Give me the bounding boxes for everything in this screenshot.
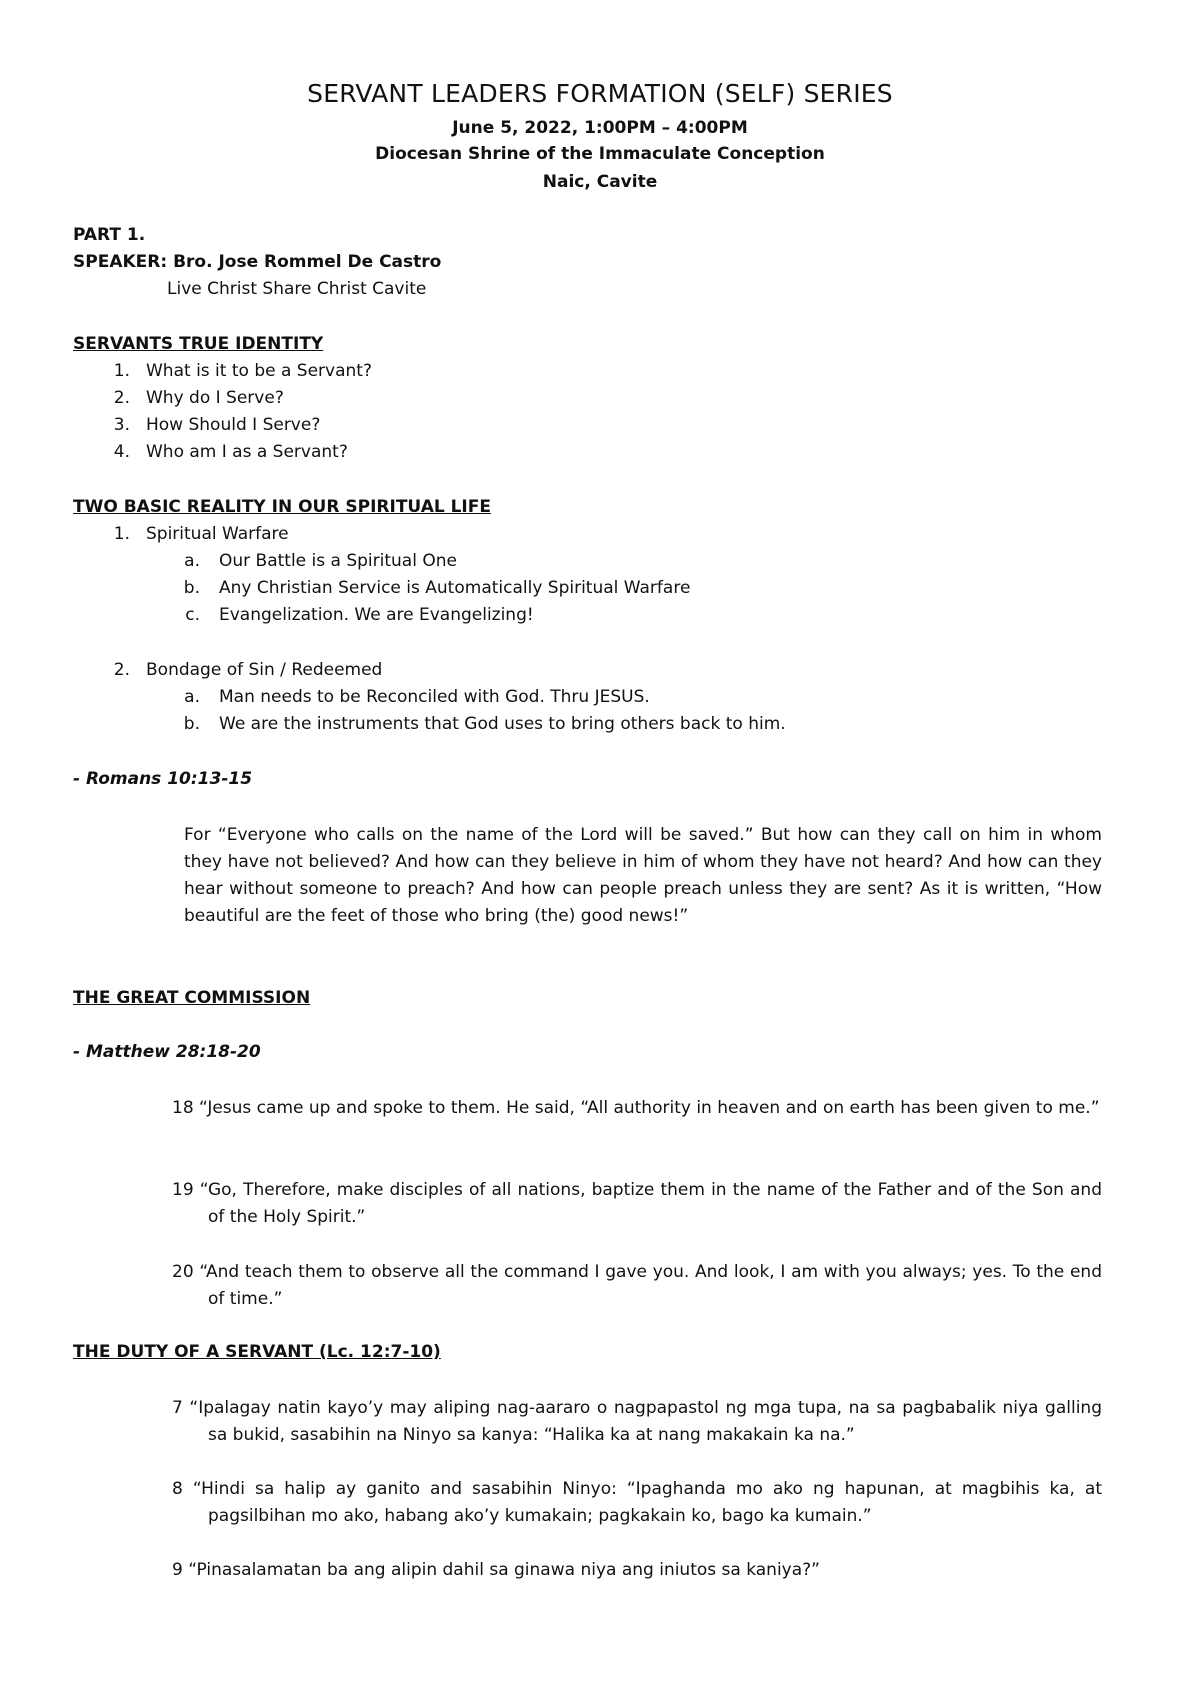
sublist-letter: a. <box>184 687 200 707</box>
verse: 18 “Jesus came up and spoke to them. He said, “All authority in heaven and on earth has been given to me.” <box>172 1098 1100 1118</box>
list-number: 1. <box>113 361 130 381</box>
list-number: 4. <box>113 442 130 462</box>
part-label: PART 1. <box>73 225 146 245</box>
verse: 19 “Go, Therefore, make disciples of all nations, baptize them in the name of the Father and of the Son and of the Holy Spirit.” <box>172 1180 1102 1227</box>
romans-passage: For “Everyone who calls on the name of the Lord will be saved.” But how can they call on him in whom they have not believed? And how can they believe in him of whom they have not heard? And how can they hear without someone to preach? And how can people preach unless they are sent? As it is written, “How beautiful are the feet of those who bring (the) good news!” <box>184 825 1102 926</box>
verse: 8 “Hindi sa halip ay ganito and sasabihin Ninyo: “Ipaghanda mo ako ng hapunan, at magbihis ka, at pagsilbihan mo ako, habang ako’y kumakain; pagkakain ko, bago ka kumain.” <box>172 1479 1102 1526</box>
sublist-item: Evangelization. We are Evangelizing! <box>219 605 534 625</box>
reality-heading: TWO BASIC REALITY IN OUR SPIRITUAL LIFE <box>73 497 491 517</box>
matthew-reference: - Matthew 28:18-20 <box>73 1042 261 1062</box>
sublist-item: We are the instruments that God uses to bring others back to him. <box>219 714 786 734</box>
verse: 20 “And teach them to observe all the command I gave you. And look, I am with you always; yes. To the end of time.” <box>172 1262 1102 1309</box>
sublist-item: Any Christian Service is Automatically Spiritual Warfare <box>219 578 691 598</box>
verse: 7 “Ipalagay natin kayo’y may aliping nag-aararo o nagpapastol ng mga tupa, na sa pagbabalik niya galling sa bukid, sasabihin na Ninyo sa kanya: “Halika ka at nang makakain ka na.” <box>172 1398 1102 1445</box>
romans-reference: - Romans 10:13-15 <box>73 769 253 789</box>
duty-heading: THE DUTY OF A SERVANT (Lc. 12:7-10) <box>73 1342 441 1362</box>
list-item: Bondage of Sin / Redeemed <box>146 660 383 680</box>
event-location: Naic, Cavite <box>542 172 658 192</box>
sublist-letter: a. <box>184 551 200 571</box>
list-number: 3. <box>113 415 130 435</box>
commission-heading: THE GREAT COMMISSION <box>73 988 311 1008</box>
sublist-item: Man needs to be Reconciled with God. Thru JESUS. <box>219 687 650 707</box>
list-number: 2. <box>113 388 130 408</box>
sublist-item: Our Battle is a Spiritual One <box>219 551 457 571</box>
list-item: How Should I Serve? <box>146 415 321 435</box>
list-item: Why do I Serve? <box>146 388 284 408</box>
list-item: Spiritual Warfare <box>146 524 289 544</box>
event-venue: Diocesan Shrine of the Immaculate Conception <box>375 144 825 164</box>
verse: 9 “Pinasalamatan ba ang alipin dahil sa ginawa niya ang iniutos sa kaniya?” <box>172 1560 820 1580</box>
list-item: Who am I as a Servant? <box>146 442 348 462</box>
sublist-letter: b. <box>183 578 200 598</box>
speaker-line: SPEAKER: Bro. Jose Rommel De Castro <box>73 252 442 272</box>
list-number: 2. <box>113 660 130 680</box>
speaker-organization: Live Christ Share Christ Cavite <box>167 279 427 299</box>
sublist-letter: c. <box>185 605 200 625</box>
list-item: What is it to be a Servant? <box>146 361 372 381</box>
document-title: SERVANT LEADERS FORMATION (SELF) SERIES <box>307 79 893 108</box>
identity-heading: SERVANTS TRUE IDENTITY <box>73 334 324 354</box>
list-number: 1. <box>113 524 130 544</box>
event-date: June 5, 2022, 1:00PM – 4:00PM <box>452 118 748 138</box>
sublist-letter: b. <box>183 714 200 734</box>
